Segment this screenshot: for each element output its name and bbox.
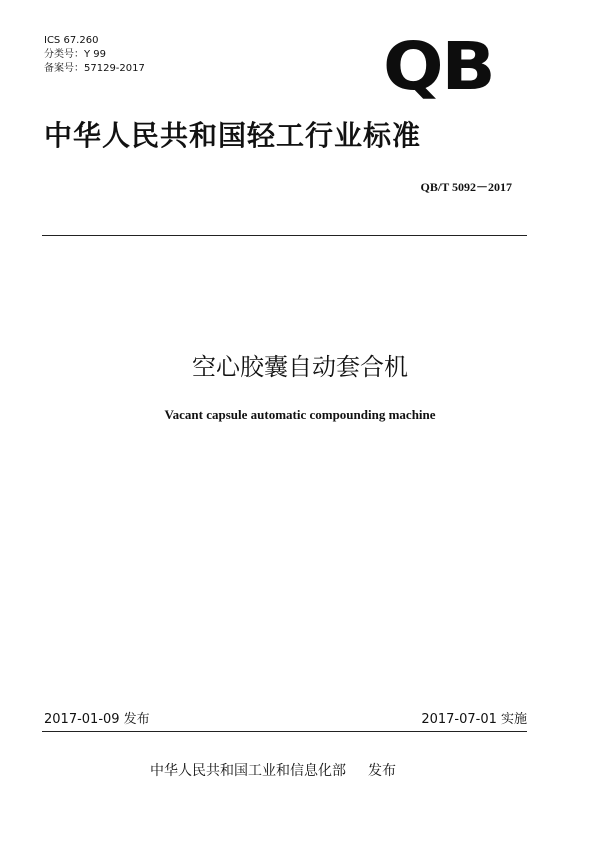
publisher-line	[150, 760, 396, 780]
record-number: 备案号：57129-2017	[44, 63, 145, 74]
bottom-divider	[42, 731, 527, 732]
standard-number: QB/T 5092－2017	[420, 180, 512, 194]
header-meta	[44, 34, 145, 76]
standard-category-title: 中华人民共和国轻工行业标准	[44, 119, 422, 152]
issue-date: 2017-01-09 发布	[44, 712, 150, 727]
implement-date: 2017-07-01 实施	[421, 712, 527, 727]
publisher-name: 中华人民共和国工业和信息化部	[150, 763, 346, 779]
qb-logo: QB	[383, 28, 494, 105]
classification-code: 分类号：Y 99	[44, 49, 107, 60]
document-title-chinese: 空心胶囊自动套合机	[192, 353, 408, 381]
ics-code: ICS 67.260	[44, 35, 99, 46]
publisher-action: 发布	[368, 763, 396, 779]
top-divider	[42, 235, 527, 236]
document-title-english: Vacant capsule automatic compounding machine	[164, 407, 436, 422]
